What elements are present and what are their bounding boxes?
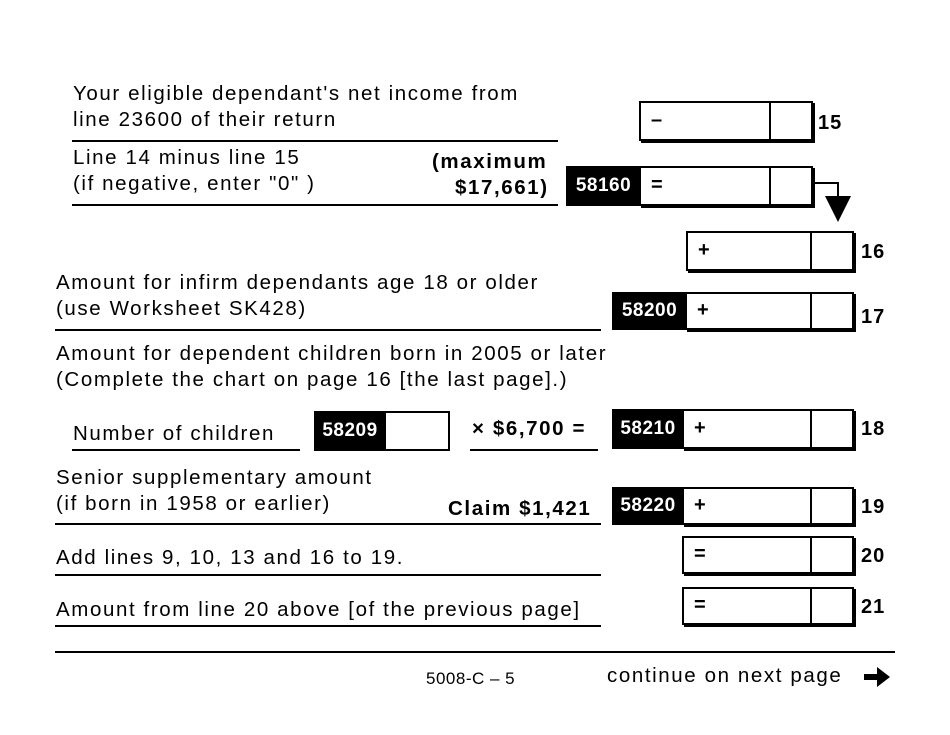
line17-label-1: Amount for infirm dependants age 18 or older — [56, 271, 539, 294]
line19-number: 19 — [861, 496, 886, 518]
arrow-right-icon — [864, 666, 892, 688]
line19-cents-divider — [810, 489, 812, 523]
line20-underline — [55, 574, 601, 576]
line15-number: 15 — [818, 112, 843, 134]
line19-label-2: (if born in 1958 or earlier) — [56, 492, 331, 515]
line18-label-2: (Complete the chart on page 16 [the last page].) — [56, 368, 569, 391]
line20-operator: = — [694, 543, 706, 566]
line20-amount-field[interactable] — [682, 536, 854, 574]
form-id: 5008-C – 5 — [426, 669, 516, 688]
line21-label: Amount from line 20 above [of the previous page] — [56, 598, 581, 621]
line20-number: 20 — [861, 545, 886, 567]
children-underline — [72, 449, 300, 451]
line17-amount-field[interactable] — [685, 292, 854, 330]
line17-underline — [55, 329, 601, 331]
line17-label-2: (use Worksheet SK428) — [56, 297, 307, 320]
line19-claim: Claim $1,421 — [448, 497, 592, 520]
field-code-58210: 58210 — [612, 409, 684, 449]
line21-underline — [55, 625, 601, 627]
line16-amount-field[interactable] — [686, 231, 854, 271]
line18-amount-field[interactable] — [682, 409, 854, 449]
line19-underline — [55, 523, 601, 525]
line16calc-label-1: Line 14 minus line 15 — [73, 146, 301, 169]
line16-operator: + — [698, 239, 710, 262]
field-code-58200: 58200 — [612, 292, 687, 330]
line15-operator: – — [651, 109, 663, 132]
line18-number: 18 — [861, 418, 886, 440]
children-label: Number of children — [73, 422, 275, 445]
line17-operator: + — [697, 299, 709, 322]
line15-underline — [72, 140, 558, 142]
line20-cents-divider — [810, 538, 812, 572]
line16calc-maximum-2: $17,661) — [455, 176, 549, 199]
line15-label-2: line 23600 of their return — [73, 108, 337, 131]
line15-label-1: Your eligible dependant's net income from — [73, 82, 519, 105]
line21-cents-divider — [810, 589, 812, 623]
line18-label-1: Amount for dependent children born in 2005 or later — [56, 342, 608, 365]
line16calc-cents-divider — [769, 168, 771, 204]
line21-number: 21 — [861, 596, 886, 618]
line19-label-1: Senior supplementary amount — [56, 466, 373, 489]
line18-operator: + — [694, 417, 706, 440]
field-code-58220: 58220 — [612, 487, 684, 525]
line19-operator: + — [694, 494, 706, 517]
footer-divider — [55, 651, 895, 653]
line16calc-operator: = — [651, 174, 663, 197]
multiplier-underline — [470, 449, 598, 451]
line16calc-maximum-1: (maximum — [432, 150, 548, 173]
continue-text: continue on next page — [607, 664, 843, 687]
field-code-58209: 58209 — [314, 411, 386, 451]
line17-cents-divider — [810, 294, 812, 328]
line16calc-amount-field[interactable] — [639, 166, 813, 206]
field-code-58160: 58160 — [566, 166, 641, 206]
line17-number: 17 — [861, 306, 886, 328]
line16calc-underline — [72, 204, 558, 206]
line21-operator: = — [694, 594, 706, 617]
line15-amount-field[interactable] — [639, 101, 813, 141]
number-of-children-field[interactable] — [384, 411, 450, 451]
line20-label: Add lines 9, 10, 13 and 16 to 19. — [56, 546, 404, 569]
line15-cents-divider — [769, 103, 771, 139]
line16-number: 16 — [861, 241, 886, 263]
multiplier-label: × $6,700 = — [472, 417, 587, 440]
line16calc-label-2: (if negative, enter "0" ) — [73, 172, 316, 195]
line21-amount-field[interactable] — [682, 587, 854, 625]
line16-cents-divider — [810, 233, 812, 269]
line19-amount-field[interactable] — [682, 487, 854, 525]
carry-down-arrow-icon — [810, 178, 858, 226]
line18-cents-divider — [810, 411, 812, 447]
